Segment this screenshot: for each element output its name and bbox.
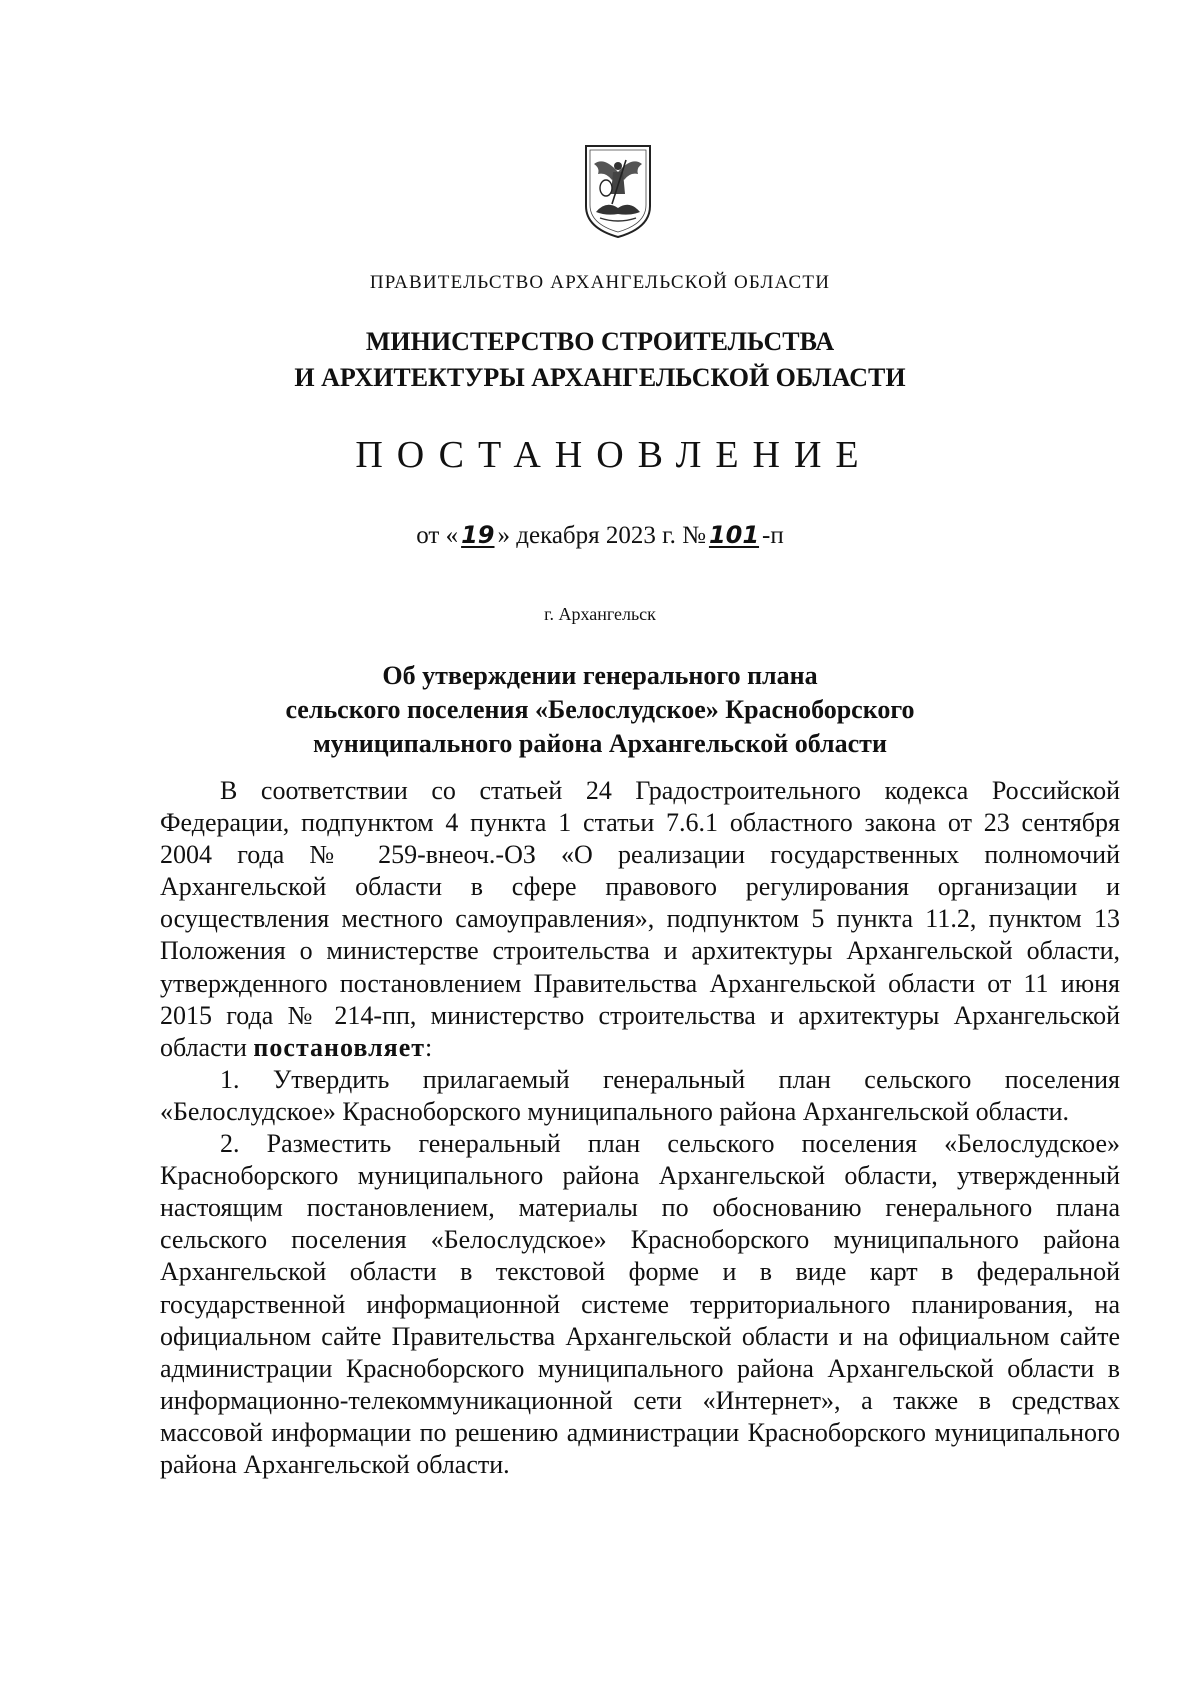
date-prefix: от « <box>416 522 459 549</box>
preamble-paragraph <box>160 775 1120 1064</box>
number-suffix: -п <box>762 522 784 549</box>
item-1-paragraph: 1. Утвердить прилагаемый генеральный план сельского поселения «Белослудское» Красноборского муниципального района Архангельской области. <box>160 1064 1120 1126</box>
ministry-heading-line2: И АРХИТЕКТУРЫ АРХАНГЕЛЬСКОЙ ОБЛАСТИ <box>294 363 906 392</box>
ministry-heading-line1: МИНИСТЕРСТВО СТРОИТЕЛЬСТВА <box>365 327 835 356</box>
item-2-paragraph: 2. Разместить генеральный план сельского поселения «Белослудское» Красноборского муниципального района Архангельской области, утвержденный настоящим постановлением, материалы по обоснованию генерального плана сельского поселения «Белослудское» Красноборского муниципального района Архангельской области в текстовой форме и в виде карт в федеральной государственной информационной системе территориального планирования, на официальном сайте Правительства Архангельской области и на официальном сайте администрации Красноборского муниципального района Архангельской области в информационно-телекоммуникационной сети «Интернет», а также в средствах массовой информации по решению администрации Красноборского муниципального района Архангельской области. <box>160 1129 1120 1479</box>
subject-line3: муниципального района Архангельской области <box>313 729 887 758</box>
preamble-text: В соответствии со статьей 24 Градостроительного кодекса Российской Федерации, подпунктом 4 пункта 1 статьи 7.6.1 областного закона от 23 сентября 2004 года № 259-внеоч.-ОЗ «О реализации государственных полномочий Архангельской области в сфере правового регулирования организации и осуществления местного самоуправления», подпунктом 5 пункта 11.2, пунктом 13 Положения о министерстве строительства и архитектуры Архангельской области, утвержденного постановлением Правительства Архангельской области от 11 июня 2015 года № 214-пп, министерство строительства и архитектуры Архангельской области <box>160 776 1120 1062</box>
coat-of-arms-icon <box>582 142 654 240</box>
document-subject <box>0 659 1200 761</box>
handwritten-number: 101 <box>708 521 760 549</box>
document-body <box>160 775 1120 1481</box>
resolves-word: постановляет <box>253 1032 426 1062</box>
city-line: г. Архангельск <box>544 604 656 624</box>
ministry-heading <box>0 324 1200 396</box>
date-middle: » декабря 2023 г. № <box>497 522 706 549</box>
government-heading: ПРАВИТЕЛЬСТВО АРХАНГЕЛЬСКОЙ ОБЛАСТИ <box>369 272 831 293</box>
subject-line2: сельского поселения «Белослудское» Красноборского <box>285 695 915 724</box>
subject-line1: Об утверждении генерального плана <box>382 661 818 690</box>
date-and-number <box>0 521 1200 550</box>
resolves-colon: : <box>425 1032 433 1062</box>
document-type-title: ПОСТАНОВЛЕНИЕ <box>355 434 873 476</box>
handwritten-day: 19 <box>461 521 495 549</box>
